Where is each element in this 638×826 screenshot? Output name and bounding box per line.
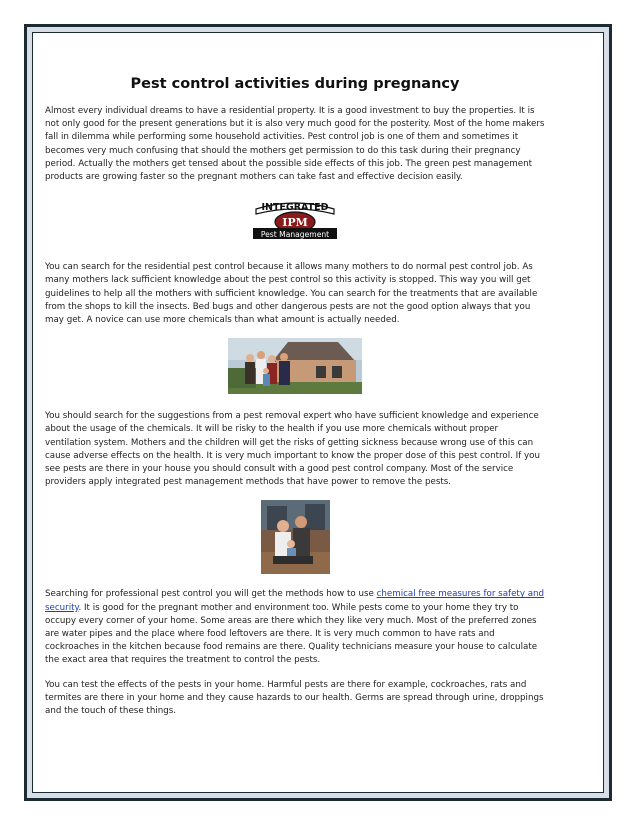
paragraph-3: You should search for the suggestions from a pest removal expert who have sufficient knowledge and experience about the usage of the chemicals. It will be risky to the health if you use more chemicals without proper ventilation system. Mothers and the children will get the risks of getting sickness because wrong use of this can cause adverse effects on the health. It is very much important to know the proper dose of this pest control. If you see pests are there in your house you should consult with a good pest control company. Most of the service providers apply integrated pest management methods that have power to remove the pests. [45, 411, 540, 488]
paragraph-1: Almost every individual dreams to have a residential property. It is a good investment to buy the properties. It is not only good for the present generations but it is also very much good for the posterity. Most of the home makers fall in dilemma while performing some household activities. Pest control job is one of them and sometimes it becomes very much confusing that should the mothers get permission to do this task during their pregnancy period. Actually the mothers get tensed about the possible side effects of this job. The green pest management products are growing faster so the pregnant mothers can take fast and effective decision easily. [45, 106, 545, 183]
paragraph-2: You can search for the residential pest control because it allows many mothers to do normal pest control job. As many mothers lack sufficient knowledge about the pest control so this activity is stopped. This way you will get guidelines to help all the mothers with sufficient knowledge. You can search for the treatments that are available from the shops to kill the insects. Bed bugs and other dangerous pests are not the good option always that you may get. A novice can use more chemicals than what amount is actually needed. [45, 262, 538, 326]
ipm-logo-graphic [250, 195, 340, 242]
document-body [45, 50, 545, 718]
family-porch-graphic [261, 500, 330, 574]
logo-mid-text: IPM [282, 216, 308, 230]
logo-top-text: INTEGRATED [261, 202, 329, 214]
logo-bottom-text: Pest Management [260, 230, 330, 240]
family-house-photo [228, 338, 362, 394]
paragraph-4-text-b: . It is good for the pregnant mother and environment too. While pests come to your home they try to occupy every corner of your home. Some areas are there which they like very much. Most of the preferred zones are water pipes and the place where food leftovers are there. It is very much common to have rats and cockroaches in the kitchen because food remains are there. Quality technicians measure your house to calculate the exact area that requires the treatment to control the pests. [45, 602, 538, 666]
paragraph-4-text-a: Searching for professional pest control you will get the methods how to use [45, 589, 377, 600]
paragraph-4 [45, 588, 545, 667]
page-title: Pest control activities during pregnancy [130, 76, 460, 92]
chemical-free-measures-link[interactable]: chemical free measures for safety and security [45, 589, 545, 613]
paragraph-5: You can test the effects of the pests in your home. Harmful pests are there for example, cockroaches, rats and termites are there in your home and they cause hazards to our health. Germs are spread through urine, droppings and the touch of these things. [45, 679, 544, 717]
ipm-logo-image [250, 195, 340, 242]
family-house-graphic [228, 338, 362, 394]
family-porch-photo [261, 500, 330, 574]
